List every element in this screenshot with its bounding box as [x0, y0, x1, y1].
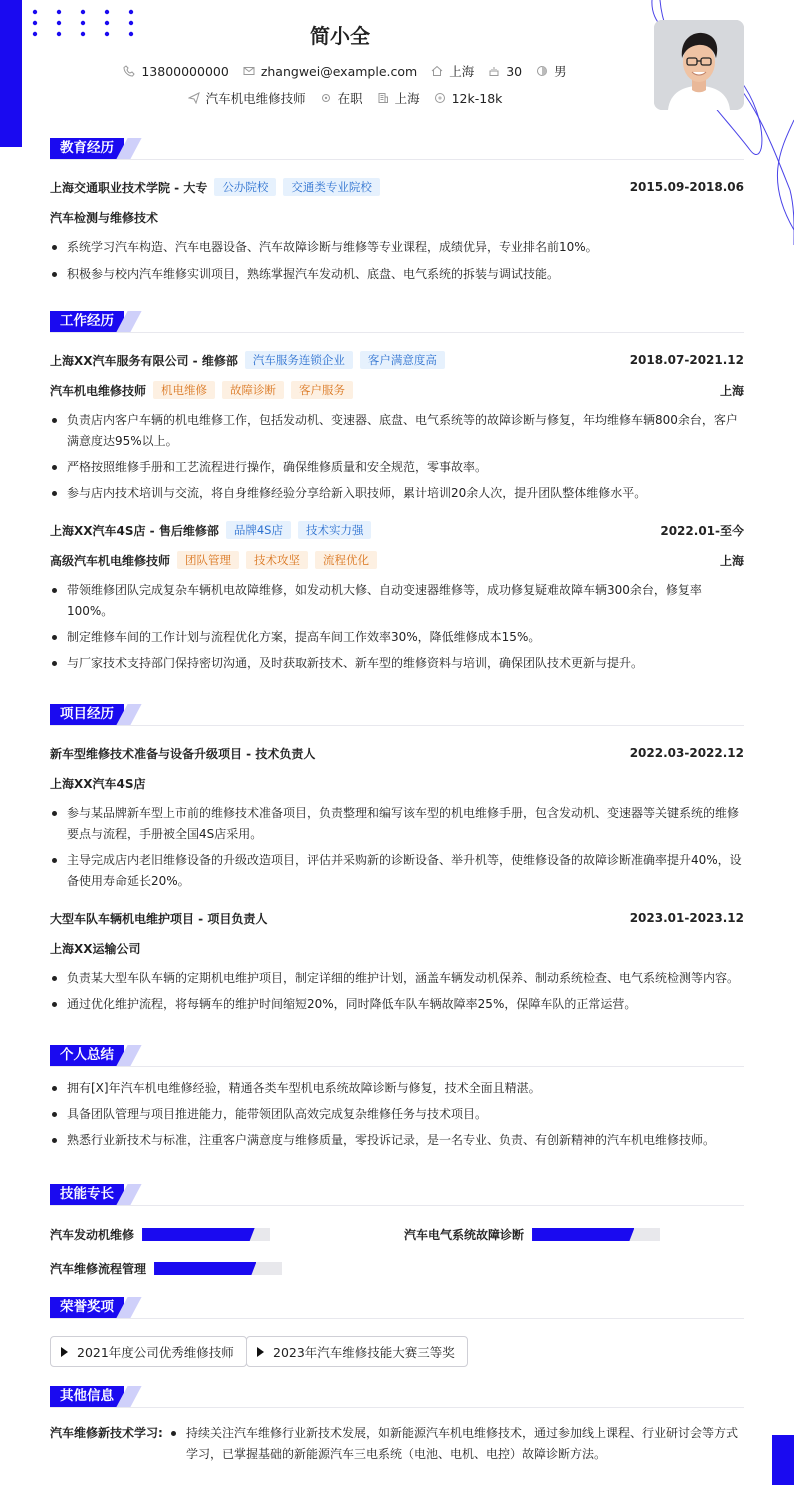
position-tag: 客户服务	[291, 381, 353, 399]
section-title: 教育经历	[50, 138, 124, 159]
education-title-bar	[50, 138, 744, 160]
award-text: 2021年度公司优秀维修技师	[77, 1344, 234, 1360]
company-tag: 客户满意度高	[360, 351, 445, 369]
bullet-item: 系统学习汽车构造、汽车电器设备、汽车故障诊断与维修等专业课程，成绩优异，专业排名前10%。	[50, 237, 744, 258]
section-title: 个人总结	[50, 1045, 124, 1066]
education-head	[50, 177, 744, 197]
bullet-item: 严格按照维修手册和工艺流程进行操作，确保维修质量和安全规范，零事故率。	[50, 457, 744, 478]
position-tag: 故障诊断	[222, 381, 284, 399]
contact-info-row	[0, 62, 690, 80]
job-target-text: 汽车机电维修技师	[205, 91, 306, 106]
project-org-row	[50, 938, 744, 958]
job-info-row	[0, 89, 690, 107]
skill-name: 汽车电气系统故障诊断	[404, 1228, 525, 1242]
home-icon	[431, 65, 443, 77]
position-name: 汽车机电维修技师	[50, 383, 147, 398]
education-period: 2015.09-2018.06	[629, 180, 744, 194]
status-gear-icon	[320, 92, 332, 104]
bullet-item: 带领维修团队完成复杂车辆机电故障维修，如发动机大修、自动变速器维修等，成功修复疑难故障车辆300余台，修复率100%。	[50, 580, 744, 622]
job-city: 上海	[719, 553, 744, 568]
job-target-item	[188, 89, 306, 107]
education-bullets	[50, 237, 744, 285]
phone-item	[123, 64, 228, 79]
skill-item	[404, 1226, 660, 1243]
job-city: 上海	[719, 383, 744, 398]
summary-section	[50, 1045, 744, 1151]
skill-name: 汽车发动机维修	[50, 1228, 135, 1242]
bullet-item: 主导完成店内老旧维修设备的升级改造项目，评估并采购新的诊断设备、举升机等，使维修设备的故障诊断准确率提升40%，设备使用寿命延长20%。	[50, 850, 744, 892]
project-period: 2022.03-2022.12	[629, 746, 744, 760]
other-title-bar	[50, 1386, 744, 1408]
bullet-item: 持续关注汽车维修行业新技术发展，如新能源汽车机电维修技术，通过参加线上课程、行业研讨会等方式学习，已掌握基础的新能源汽车三电系统（电池、电机、电控）故障诊断方法。	[169, 1423, 744, 1465]
skill-name: 汽车维修流程管理	[50, 1262, 147, 1276]
age-item	[488, 64, 522, 79]
section-title: 技能专长	[50, 1184, 124, 1205]
building-icon	[377, 92, 389, 104]
award-chip	[246, 1336, 468, 1367]
honors-section	[50, 1297, 744, 1319]
position-name: 高级汽车机电维修技师	[50, 553, 171, 568]
section-title: 荣誉奖项	[50, 1297, 124, 1318]
project-period: 2023.01-2023.12	[629, 911, 744, 925]
bullet-item: 参与某品牌新车型上市前的维修技术准备项目，负责整理和编写该车型的机电维修手册，包含发动机、变速器等关键系统的维修要点与流程，手册被全国4S店采用。	[50, 803, 744, 845]
mail-icon	[243, 65, 255, 77]
bullet-item: 拥有[X]年汽车机电维修经验，精通各类车型机电系统故障诊断与修复，技术全面且精湛。	[50, 1078, 744, 1099]
education-section	[50, 138, 744, 285]
right-accent-bar	[772, 1435, 794, 1485]
bullet-item: 制定维修车间的工作计划与流程优化方案，提高车间工作效率30%，降低维修成本15%。	[50, 627, 744, 648]
bullet-item: 积极参与校内汽车维修实训项目，熟练掌握汽车发动机、底盘、电气系统的拆装与调试技能。	[50, 264, 744, 285]
projects-title-bar	[50, 704, 744, 726]
award-text: 2023年汽车维修技能大赛三等奖	[273, 1344, 455, 1360]
project-org: 上海XX汽车4S店	[50, 776, 146, 791]
other-row	[50, 1423, 744, 1465]
position-row	[50, 380, 744, 400]
bullet-item: 参与店内技术培训与交流，将自身维修经验分享给新入职技师，累计培训20余人次，提升团队整体维修水平。	[50, 483, 744, 504]
job-period: 2018.07-2021.12	[629, 353, 744, 367]
project-name: 新车型维修技术准备与设备升级项目 - 技术负责人	[50, 746, 316, 761]
skill-bar	[154, 1262, 282, 1275]
section-title: 项目经历	[50, 704, 124, 725]
gender-icon	[536, 65, 548, 77]
cake-icon	[488, 65, 500, 77]
project-head	[50, 908, 744, 928]
project-org-row	[50, 773, 744, 793]
other-label: 汽车维修新技术学习:	[50, 1426, 163, 1440]
home-city-text: 上海	[449, 64, 475, 79]
bullet-item: 具备团队管理与项目推进能力，能带领团队高效完成复杂维修任务与技术项目。	[50, 1104, 744, 1125]
send-icon	[188, 92, 200, 104]
section-title: 工作经历	[50, 311, 124, 332]
projects-section	[50, 704, 744, 1015]
status-item	[320, 89, 363, 107]
job-head	[50, 520, 744, 540]
position-tag: 机电维修	[153, 381, 215, 399]
age-text: 30	[506, 63, 523, 79]
skill-bar-fill	[142, 1228, 255, 1241]
salary-text: 12k-18k	[451, 90, 503, 106]
job-head	[50, 350, 744, 370]
home-city-item	[431, 62, 474, 80]
phone-text: 13800000000	[141, 63, 229, 79]
position-tag: 流程优化	[315, 551, 377, 569]
status-text: 在职	[337, 91, 363, 106]
skill-bar-fill	[154, 1262, 256, 1275]
position-tag: 团队管理	[177, 551, 239, 569]
work-title-bar	[50, 311, 744, 333]
bullet-item: 负责某大型车队车辆的定期机电维护项目，制定详细的维护计划，涵盖车辆发动机保养、制动系统检查、电气系统检测等内容。	[50, 968, 744, 989]
profile-photo	[654, 20, 744, 110]
skill-bar-fill	[532, 1228, 634, 1241]
skill-bar	[532, 1228, 660, 1241]
bullet-item: 负责店内客户车辆的机电维修工作，包括发动机、变速器、底盘、电气系统等的故障诊断与修复，年均维修车辆800余台，客户满意度达95%以上。	[50, 410, 744, 452]
coin-icon	[434, 92, 446, 104]
major-row	[50, 207, 744, 227]
phone-icon	[123, 65, 135, 77]
position-tag: 技术攻坚	[246, 551, 308, 569]
work-city-text: 上海	[394, 91, 420, 106]
skill-item	[50, 1260, 282, 1277]
job-period: 2022.01-至今	[660, 523, 744, 538]
skill-item	[50, 1226, 270, 1243]
triangle-icon	[61, 1347, 68, 1357]
gender-item	[536, 62, 567, 80]
skills-section	[50, 1184, 744, 1206]
school-tag: 公办院校	[214, 178, 276, 196]
project-head	[50, 743, 744, 763]
triangle-icon	[257, 1347, 264, 1357]
school-tag: 交通类专业院校	[283, 178, 380, 196]
email-item	[243, 64, 417, 79]
skills-title-bar	[50, 1184, 744, 1206]
honors-title-bar	[50, 1297, 744, 1319]
company-name: 上海XX汽车服务有限公司 - 维修部	[50, 353, 238, 368]
award-chip	[50, 1336, 247, 1367]
company-tag: 品牌4S店	[226, 521, 291, 539]
company-name: 上海XX汽车4S店 - 售后维修部	[50, 523, 219, 538]
summary-bullets	[50, 1078, 744, 1151]
work-city-item	[377, 89, 420, 107]
section-title: 其他信息	[50, 1386, 124, 1407]
major-name: 汽车检测与维修技术	[50, 210, 159, 225]
gender-text: 男	[554, 64, 567, 79]
project-bullets	[50, 968, 744, 1015]
bullet-item: 与厂家技术支持部门保持密切沟通，及时获取新技术、新车型的维修资料与培训，确保团队技术更新与提升。	[50, 653, 744, 674]
other-bullets	[169, 1423, 744, 1465]
job-bullets	[50, 580, 744, 674]
project-name: 大型车队车辆机电维护项目 - 项目负责人	[50, 911, 268, 926]
project-bullets	[50, 803, 744, 892]
other-section	[50, 1386, 744, 1465]
work-section	[50, 311, 744, 674]
bullet-item: 熟悉行业新技术与标准，注重客户满意度与维修质量，零投诉记录，是一名专业、负责、有创新精神的汽车机电维修技师。	[50, 1130, 744, 1151]
email-text: zhangwei@example.com	[260, 63, 418, 79]
salary-item	[434, 91, 503, 106]
position-row	[50, 550, 744, 570]
candidate-name: 简小全	[310, 24, 370, 48]
project-org: 上海XX运输公司	[50, 941, 141, 956]
job-bullets	[50, 410, 744, 504]
summary-title-bar	[50, 1045, 744, 1067]
avatar-illustration	[654, 20, 744, 110]
company-tag: 汽车服务连锁企业	[245, 351, 353, 369]
skill-bar	[142, 1228, 270, 1241]
company-tag: 技术实力强	[298, 521, 372, 539]
school-name: 上海交通职业技术学院 - 大专	[50, 180, 208, 195]
bullet-item: 通过优化维护流程，将每辆车的维护时间缩短20%，同时降低车队车辆故障率25%，保障车队的正常运营。	[50, 994, 744, 1015]
